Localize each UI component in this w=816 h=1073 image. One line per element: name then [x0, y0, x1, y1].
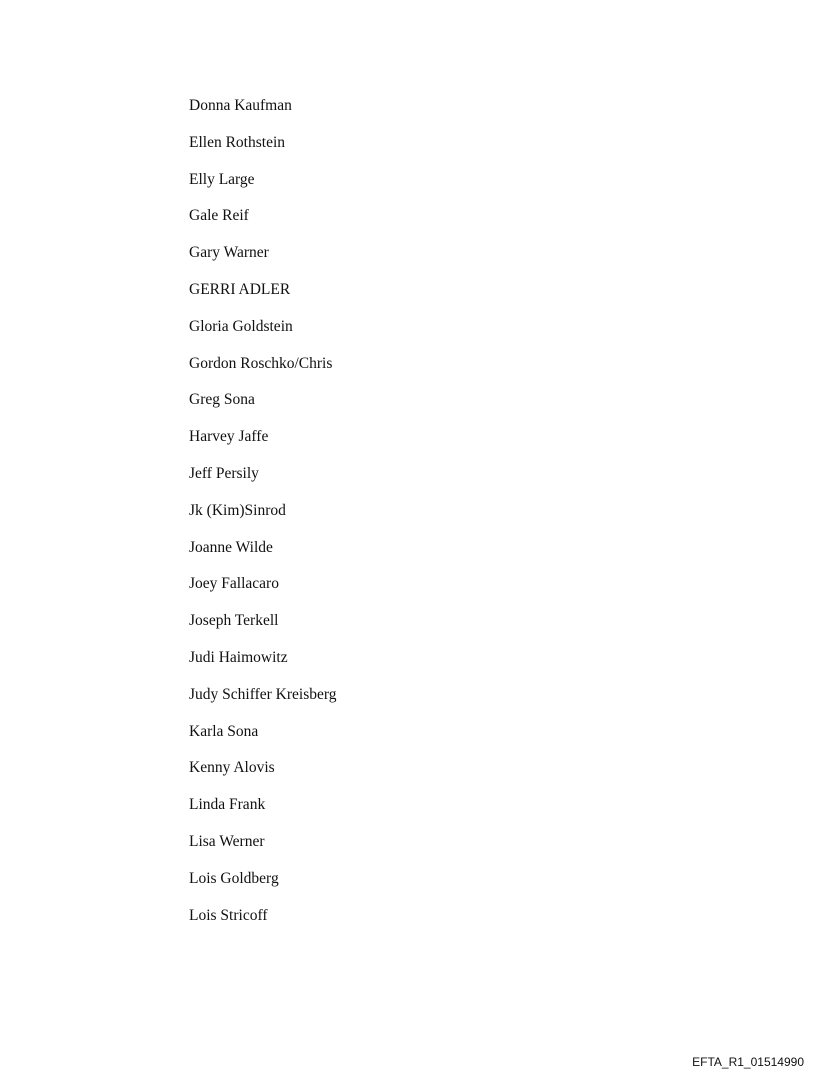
- name-list: [189, 96, 337, 942]
- list-item: Lois Goldberg: [189, 869, 279, 887]
- list-item: Gale Reif: [189, 207, 249, 225]
- list-item: GERRI ADLER: [189, 280, 291, 298]
- document-id-footer: EFTA_R1_01514990: [692, 1055, 804, 1069]
- list-item: Kenny Alovis: [189, 759, 275, 777]
- list-item: Judi Haimowitz: [189, 648, 288, 666]
- list-item: Donna Kaufman: [189, 97, 292, 114]
- list-item: Joseph Terkell: [189, 612, 279, 630]
- list-item: Jk (Kim)Sinrod: [189, 501, 286, 519]
- list-item: Joey Fallacaro: [189, 575, 279, 593]
- list-item: Jeff Persily: [189, 464, 259, 482]
- list-item: Joanne Wilde: [189, 538, 273, 556]
- list-item: Gloria Goldstein: [189, 317, 293, 335]
- list-item: Lisa Werner: [189, 832, 265, 850]
- list-item: Harvey Jaffe: [189, 428, 269, 446]
- list-item: Greg Sona: [189, 391, 255, 409]
- list-item: Lois Stricoff: [189, 906, 268, 924]
- list-item: Judy Schiffer Kreisberg: [189, 685, 337, 703]
- list-item: Gordon Roschko/Chris: [189, 354, 333, 372]
- list-item: Linda Frank: [189, 796, 266, 814]
- list-item: Karla Sona: [189, 722, 259, 740]
- list-item: Gary Warner: [189, 244, 269, 262]
- list-item: Elly Large: [189, 170, 255, 188]
- list-item: Ellen Rothstein: [189, 133, 286, 151]
